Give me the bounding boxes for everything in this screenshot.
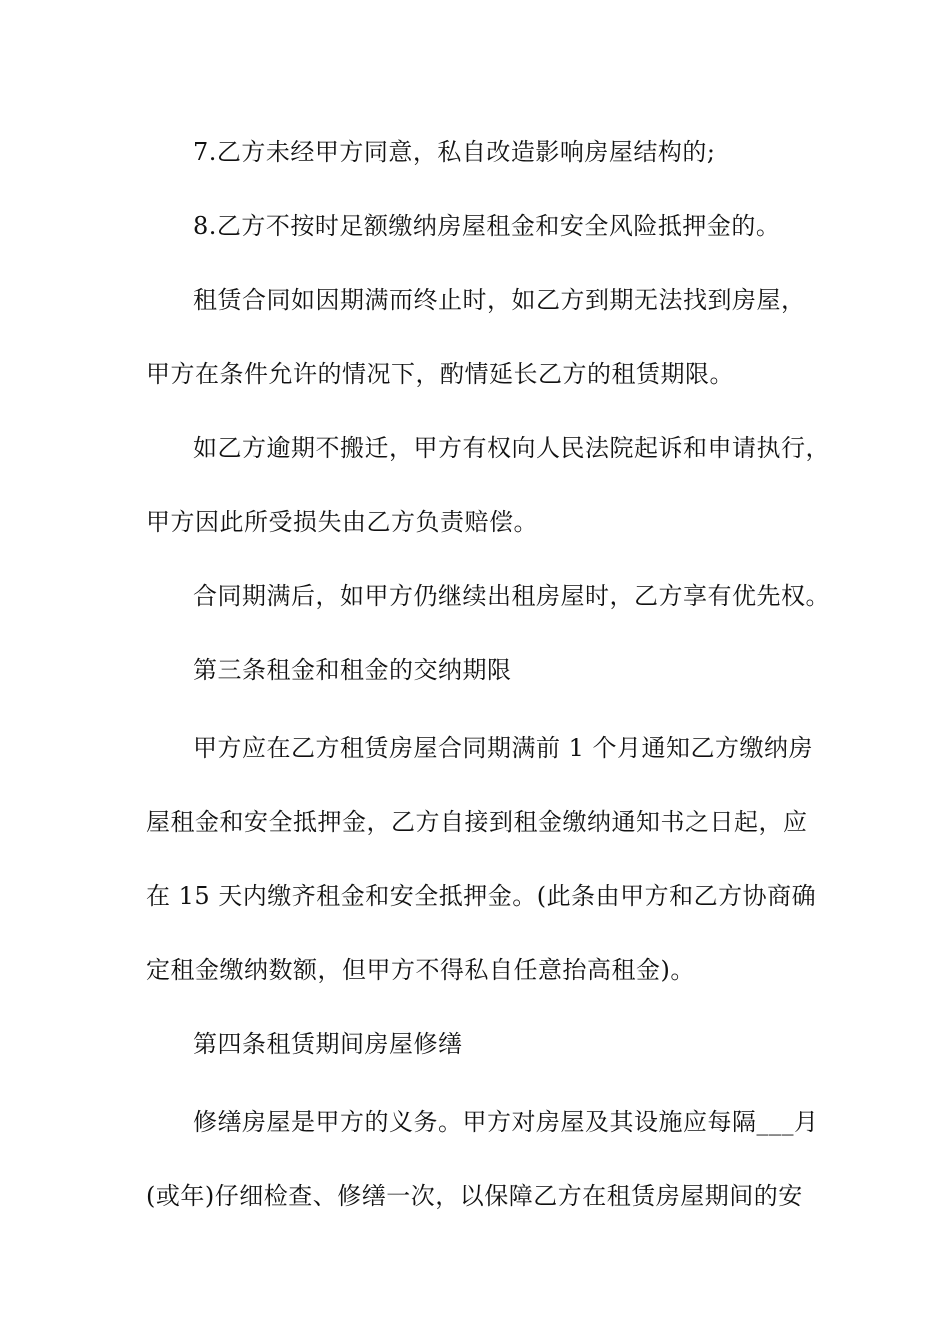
- clause-item-8: 8.乙方不按时足额缴纳房屋租金和安全风险抵押金的。: [193, 212, 781, 240]
- paragraph-line: 修缮房屋是甲方的义务。甲方对房屋及其设施应每隔___月: [193, 1108, 819, 1136]
- paragraph-line: 租赁合同如因期满而终止时，如乙方到期无法找到房屋，: [193, 286, 806, 314]
- section-heading-article-4: 第四条租赁期间房屋修缮: [193, 1030, 463, 1058]
- paragraph-line: (或年)仔细检查、修缮一次，以保障乙方在租赁房屋期间的安: [146, 1182, 803, 1210]
- paragraph-line: 甲方在条件允许的情况下，酌情延长乙方的租赁期限。: [146, 360, 734, 388]
- paragraph-line: 在 15 天内缴齐租金和安全抵押金。(此条由甲方和乙方协商确: [146, 882, 817, 910]
- paragraph-line: 屋租金和安全抵押金，乙方自接到租金缴纳通知书之日起，应: [146, 808, 808, 836]
- paragraph-line: 定租金缴纳数额，但甲方不得私自任意抬高租金)。: [146, 956, 695, 984]
- section-heading-article-3: 第三条租金和租金的交纳期限: [193, 656, 512, 684]
- paragraph-line: 合同期满后，如甲方仍继续出租房屋时，乙方享有优先权。: [193, 582, 830, 610]
- paragraph-line: 甲方因此所受损失由乙方负责赔偿。: [146, 508, 538, 536]
- paragraph-line: 甲方应在乙方租赁房屋合同期满前 1 个月通知乙方缴纳房: [193, 734, 814, 762]
- paragraph-line: 如乙方逾期不搬迁，甲方有权向人民法院起诉和申请执行，: [193, 434, 830, 462]
- clause-item-7: 7.乙方未经甲方同意，私自改造影响房屋结构的;: [193, 138, 716, 166]
